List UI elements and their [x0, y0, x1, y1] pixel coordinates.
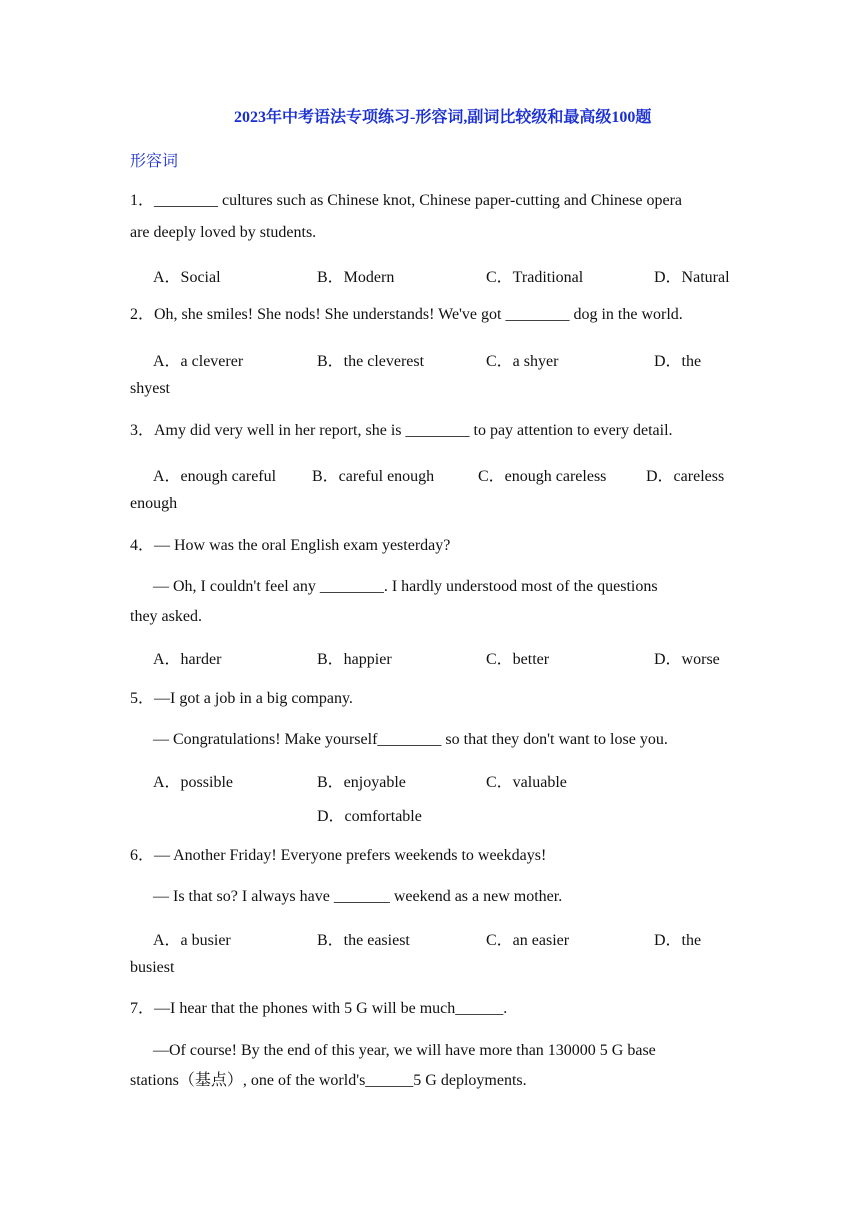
- question-4-stem-line-2: — Oh, I couldn't feel any ________. I hardly understood most of the questions: [153, 578, 658, 595]
- question-2-option-d: D．the: [654, 353, 702, 370]
- question-1-option-c: C．Traditional: [486, 269, 584, 286]
- question-5-option-d: D．comfortable: [317, 808, 422, 825]
- question-4-stem-line-1: 4．— How was the oral English exam yesterday?: [130, 537, 451, 554]
- question-1-stem-line-1: 1．________ cultures such as Chinese knot, Chinese paper-cutting and Chinese opera: [130, 192, 682, 209]
- page-title: 2023年中考语法专项练习-形容词,副词比较级和最高级100题: [234, 109, 652, 126]
- question-6-option-a: A．a busier: [153, 932, 231, 949]
- question-7-stem-line-2: —Of course! By the end of this year, we will have more than 130000 5 G base: [153, 1042, 656, 1059]
- question-4-option-d: D．worse: [654, 651, 720, 668]
- question-3-option-b: B．careful enough: [312, 468, 435, 485]
- question-1-option-d: D．Natural: [654, 269, 730, 286]
- question-7-stem-line-3: stations（基点）, one of the world's______5 G deployments.: [130, 1072, 527, 1089]
- question-7-stem-line-1: 7．—I hear that the phones with 5 G will be much______.: [130, 1000, 508, 1017]
- question-3-stem-line-1: 3．Amy did very well in her report, she is ________ to pay attention to every detail.: [130, 422, 673, 439]
- section-heading: 形容词: [130, 153, 179, 170]
- question-2-option-a: A．a cleverer: [153, 353, 244, 370]
- question-2-stem-line-1: 2．Oh, she smiles! She nods! She understands! We've got ________ dog in the world.: [130, 306, 683, 323]
- question-4-option-a: A．harder: [153, 651, 222, 668]
- question-2-option-d-wrap: shyest: [130, 380, 170, 397]
- question-1-option-b: B．Modern: [317, 269, 395, 286]
- question-5-stem-line-2: — Congratulations! Make yourself________ so that they don't want to lose you.: [153, 731, 668, 748]
- question-5-option-b: B．enjoyable: [317, 774, 406, 791]
- question-2-option-c: C．a shyer: [486, 353, 559, 370]
- question-3-option-c: C．enough careless: [478, 468, 607, 485]
- question-2-option-b: B．the cleverest: [317, 353, 425, 370]
- question-4-stem-line-3: they asked.: [130, 608, 202, 625]
- question-6-stem-line-1: 6．— Another Friday! Everyone prefers weekends to weekdays!: [130, 847, 547, 864]
- question-4-option-b: B．happier: [317, 651, 392, 668]
- question-6-option-c: C．an easier: [486, 932, 570, 949]
- question-6-option-d-wrap: busiest: [130, 959, 175, 976]
- question-1-stem-line-2: are deeply loved by students.: [130, 224, 317, 241]
- question-5-stem-line-1: 5．—I got a job in a big company.: [130, 690, 353, 707]
- question-5-option-c: C．valuable: [486, 774, 567, 791]
- question-6-option-d: D．the: [654, 932, 702, 949]
- question-3-option-a: A．enough careful: [153, 468, 277, 485]
- question-6-option-b: B．the easiest: [317, 932, 410, 949]
- question-3-option-d: D．careless: [646, 468, 725, 485]
- question-4-option-c: C．better: [486, 651, 550, 668]
- question-1-option-a: A．Social: [153, 269, 221, 286]
- question-5-option-a: A．possible: [153, 774, 234, 791]
- question-6-stem-line-2: — Is that so? I always have _______ weekend as a new mother.: [153, 888, 563, 905]
- question-3-option-d-wrap: enough: [130, 495, 178, 512]
